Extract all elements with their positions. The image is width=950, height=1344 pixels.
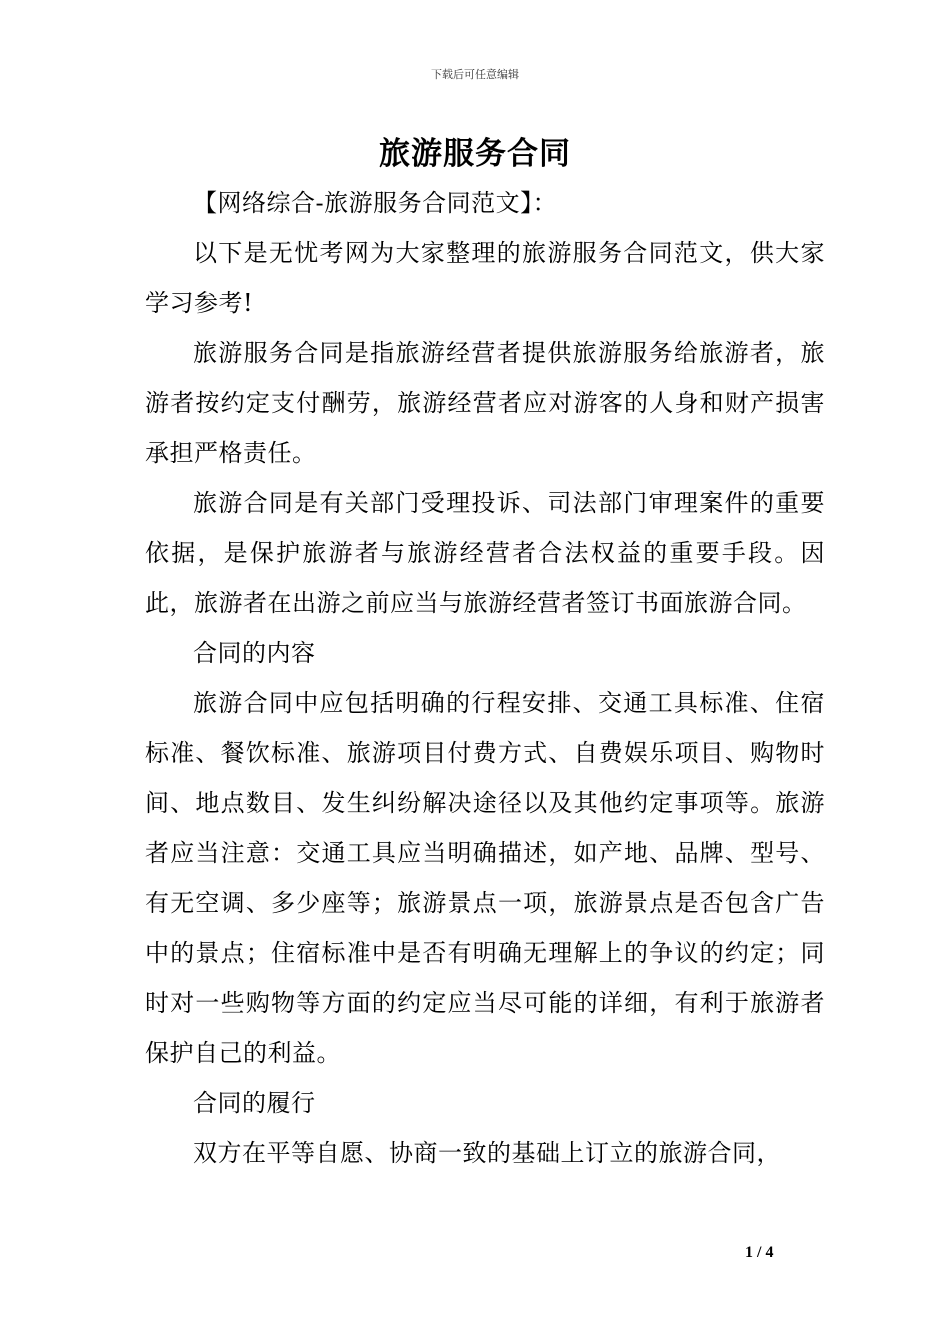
section-heading-content: 合同的内容 [193,639,316,667]
paragraph-performance: 双方在平等自愿、协商一致的基础上订立的旅游合同， [193,1139,781,1167]
document-body [145,178,825,1178]
paragraph-importance: 旅游合同是有关部门受理投诉、司法部门审理案件的重要依据，是保护旅游者与旅游经营者合法权益的重要手段。因此，旅游者在出游之前应当与旅游经营者签订书面旅游合同。 [145,489,825,617]
paragraph-intro: 以下是无忧考网为大家整理的旅游服务合同范文，供大家学习参考! [145,239,825,317]
document-title: 旅游服务合同 [379,136,571,172]
paragraph-source: 【网络综合-旅游服务合同范文】： [193,189,558,217]
page-header-note: 下载后可任意编辑 [431,68,519,81]
page-number: 1 / 4 [745,1244,774,1261]
section-heading-performance: 合同的履行 [193,1089,316,1117]
paragraph-definition: 旅游服务合同是指旅游经营者提供旅游服务给旅游者，旅游者按约定支付酬劳，旅游经营者应对游客的人身和财产损害承担严格责任。 [145,339,825,467]
paragraph-content-details: 旅游合同中应包括明确的行程安排、交通工具标准、住宿标准、餐饮标准、旅游项目付费方式、自费娱乐项目、购物时间、地点数目、发生纠纷解决途径以及其他约定事项等。旅游者应当注意：交通工具应当明确描述，如产地、品牌、型号、有无空调、多少座等；旅游景点一项，旅游景点是否包含广告中的景点；住宿标准中是否有明确无理解上的争议的约定；同时对一些购物等方面的约定应当尽可能的详细，有利于旅游者保护自己的利益。 [145,689,825,1067]
